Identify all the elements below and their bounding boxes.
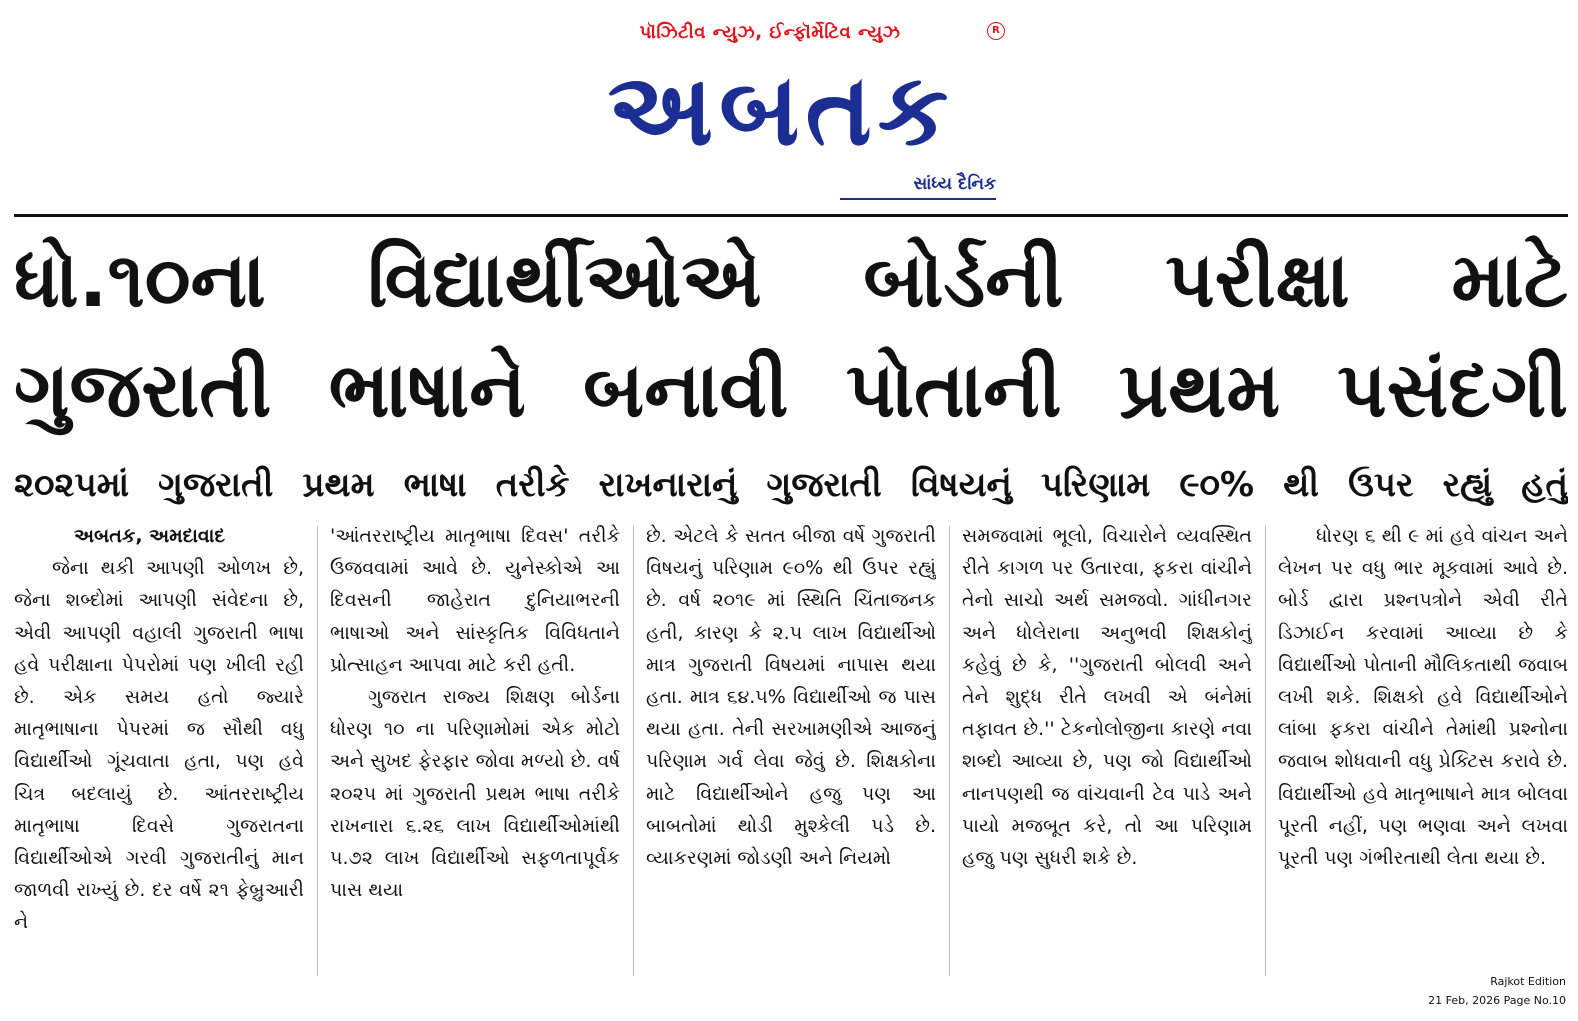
column-divider (317, 526, 318, 976)
article-column-2 (330, 520, 620, 980)
article-paragraph: ધોરણ ૬ થી ૯ માં હવે વાંચન અને લેખન પર વધુ ભાર મૂકવામાં આવે છે. બોર્ડ દ્વારા પ્રશ્નપત્રોને એવી રીતે ડિઝાઈન કરવામાં આવ્યા છે કે વિદ્યાર્થીઓ પોતાની મૌલિકતાથી જવાબ લખી શકે. શિક્ષકો હવે વિદ્યાર્થીઓને લાંબા ફકરા વાંચીને તેમાંથી પ્રશ્નોના જવાબ શોધવાની વધુ પ્રેક્ટિસ કરાવે છે. વિદ્યાર્થીઓ હવે માતૃભાષાને માત્ર બોલવા પૂરતી નહીં, પણ ભણવા અને લખવા પૂરતી પણ ગંભીરતાથી લેતા થયા છે. (1278, 525, 1568, 870)
article-column-4 (962, 520, 1252, 980)
registered-trademark-icon: R (987, 22, 1005, 40)
headline-line-1: ધો.૧૦ના વિદ્યાર્થીઓએ બોર્ડની પરીક્ષા માટે (14, 235, 1568, 324)
masthead (0, 0, 1578, 212)
article-paragraph: છે. એટલે કે સતત બીજા વર્ષે ગુજરાતી વિષયનું પરિણામ ૯૦% થી ઉપર રહ્યું છે. વર્ષ ૨૦૧૯ માં સ્થિતિ ચિંતાજનક હતી, કારણ કે ૨.૫ લાખ વિદ્યાર્થીઓ માત્ર ગુજરાતી વિષયમાં નાપાસ થયા હતા. માત્ર ૬૪.૫% વિદ્યાર્થીઓ જ પાસ થયા હતા. તેની સરખામણીએ આજનું પરિણામ ગર્વ લેવા જેવું છે. શિક્ષકોના માટે વિદ્યાર્થીઓને હજુ પણ આ બાબતોમાં થોડી મુશ્કેલી પડે છે. વ્યાકરણમાં જોડણી અને નિયમો (646, 525, 936, 870)
masthead-subbrand: સાંધ્ય દૈનિક (840, 170, 996, 200)
article-body (14, 520, 1568, 982)
subheadline: ૨૦૨૫માં ગુજરાતી પ્રથમ ભાષા તરીકે રાખનારાનું ગુજરાતી વિષયનું પરિણામ ૯૦% થી ઉપર રહ્યું હતું (14, 465, 1568, 505)
article-paragraph: સમજવામાં ભૂલો, વિચારોને વ્યવસ્થિત રીતે કાગળ પર ઉતારવા, ફકરા વાંચીને તેનો સાચો અર્થ સમજવો. ગાંધીનગર અને ધોલેરાના અનુભવી શિક્ષકોનું કહેવું છે કે, ''ગુજરાતી બોલવી અને તેને શુદ્ધ રીતે લખવી એ બંનેમાં તફાવત છે.'' ટેકનોલોજીના કારણે નવા શબ્દો આવ્યા છે, પણ જો વિદ્યાર્થીઓ નાનપણથી જ વાંચવાની ટેવ પાડે અને પાયો મજબૂત કરે, તો આ પરિણામ હજુ પણ સુધરી શકે છે. (962, 525, 1252, 870)
dateline: અબતક, અમદાવાદ (74, 525, 225, 547)
masthead-divider (14, 214, 1568, 217)
article-column-3 (646, 520, 936, 980)
column-divider (633, 526, 634, 976)
article-column-1 (14, 520, 304, 980)
edition-info (1386, 972, 1566, 1014)
article-paragraph: જેના થકી આપણી ઓળખ છે, જેના શબ્દોમાં આપણી સંવેદના છે, એવી આપણી વહાલી ગુજરાતી ભાષા હવે પરીક્ષાના પેપરોમાં પણ ખીલી રહી છે. એક સમય હતો જ્યારે માતૃભાષાના પેપરમાં જ સૌથી વધુ વિદ્યાર્થીઓ ગૂંચવાતા હતા, પણ હવે ચિત્ર બદલાયું છે. આંતરરાષ્ટ્રીય માતૃભાષા દિવસે ગુજરાતના વિદ્યાર્થીઓએ ગરવી ગુજરાતીનું માન જાળવી રાખ્યું છે. દર વર્ષે ૨૧ ફેબ્રુઆરી ને (14, 557, 304, 934)
column-divider (1265, 526, 1266, 976)
article-column-5 (1278, 520, 1568, 980)
newspaper-logo: અબતક (607, 51, 955, 168)
article-paragraph: ગુજરાત રાજ્ય શિક્ષણ બોર્ડના ધોરણ ૧૦ ના પરિણામોમાં એક મોટો અને સુખદ ફેરફાર જોવા મળ્યો છે. વર્ષ ૨૦૨૫ માં ગુજરાતી પ્રથમ ભાષા તરીકે રાખનારા ૬.૨૬ લાખ વિદ્યાર્થીઓમાંથી ૫.૭૨ લાખ વિદ્યાર્થીઓ સફળતાપૂર્વક પાસ થયા (330, 686, 620, 902)
headline-line-2: ગુજરાતી ભાષાને બનાવી પોતાની પ્રથમ પસંદગી (14, 345, 1568, 434)
edition-date-page: 21 Feb, 2026 Page No.10 (1428, 994, 1566, 1007)
masthead-tagline: પૉઝિટીવ ન્યુઝ, ઈન્ફૉર્મેટિવ ન્યુઝ (639, 22, 901, 43)
article-paragraph: 'આંતરરાષ્ટ્રીય માતૃભાષા દિવસ' તરીકે ઉજવવામાં આવે છે. યુનેસ્કોએ આ દિવસની જાહેરાત દુનિયાભરની ભાષાઓ અને સાંસ્કૃતિક વિવિધતાને પ્રોત્સાહન આપવા માટે કરી હતી. (330, 525, 620, 676)
edition-name: Rajkot Edition (1490, 975, 1566, 988)
column-divider (949, 526, 950, 976)
